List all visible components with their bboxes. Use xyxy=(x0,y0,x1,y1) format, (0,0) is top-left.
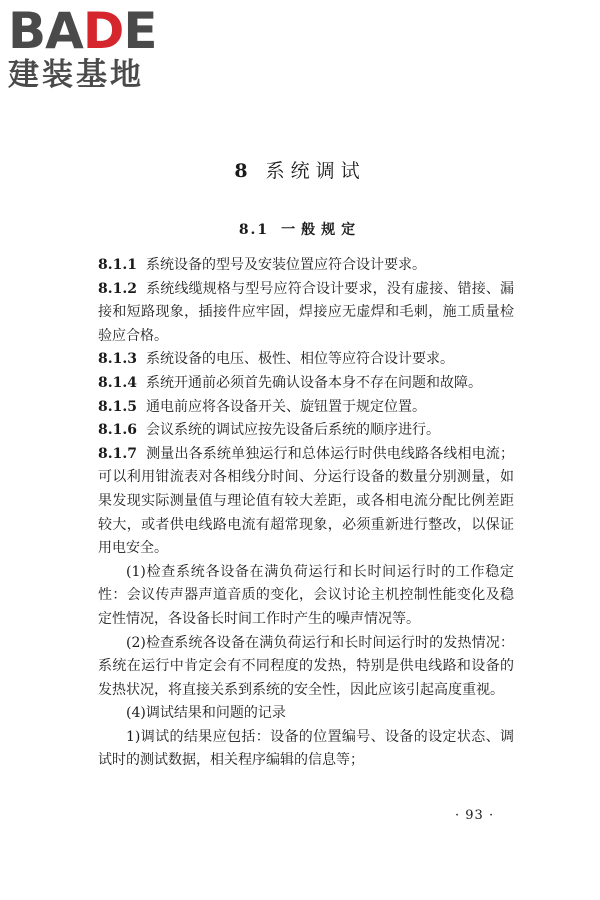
clause-number: 8.1.7 xyxy=(98,445,137,462)
clause xyxy=(98,372,514,396)
clause-text: 测量出各系统单独运行和总体运行时供电线路各线相电流；可以利用钳流表对各相线分时间、分运行设备的数量分别测量，如果发现实际测量值与理论值有较大差距，或各相电流分配比例差距较大，或者供电线路电流有超常现象，必须重新进行整改，以保证用电安全。 xyxy=(98,445,514,557)
clause xyxy=(98,348,514,372)
chapter-title xyxy=(0,156,600,183)
logo xyxy=(8,2,178,98)
body-content xyxy=(98,254,514,773)
paragraph: (2)检查系统各设备在满负荷运行和长时间运行时的发热情况：系统在运行中肯定会有不同程度的发热，特别是供电线路和设备的发热状况，将直接关系到系统的安全性，因此应该引起高度重视。 xyxy=(98,634,514,698)
clause xyxy=(98,254,514,278)
clause-number: 8.1.4 xyxy=(98,374,137,391)
clause xyxy=(98,396,514,420)
clause-text: 系统设备的电压、极性、相位等应符合设计要求。 xyxy=(146,351,454,368)
section-number: 8.1 xyxy=(238,222,270,238)
clause-number: 8.1.6 xyxy=(98,422,137,439)
clause-text: 会议系统的调试应按先设备后系统的顺序进行。 xyxy=(146,422,440,439)
paragraph: (4)调试结果和问题的记录 xyxy=(126,705,286,722)
section-name: 一般规定 xyxy=(281,222,362,238)
clause-text: 系统设备的型号及安装位置应符合设计要求。 xyxy=(146,257,426,273)
clause xyxy=(98,443,514,561)
clause-text: 通电前应将各设备开关、旋钮置于规定位置。 xyxy=(146,398,426,415)
chapter-number: 8 xyxy=(234,160,250,182)
clause-text: 系统线缆规格与型号应符合设计要求，没有虚接、错接、漏接和短路现象，插接件应牢固，焊接应无虚焊和毛刺，施工质量检验应合格。 xyxy=(98,280,514,344)
chapter-name: 系统调试 xyxy=(265,160,366,182)
page-number: · 93 · xyxy=(455,808,495,823)
logo-subtitle: 建装基地 xyxy=(8,57,144,93)
clause-number: 8.1.1 xyxy=(98,257,137,273)
clause-number: 8.1.3 xyxy=(98,351,137,368)
clause xyxy=(98,278,514,349)
paragraph: (1)检查系统各设备在满负荷运行和长时间运行时的工作稳定性：会议传声器声道音质的变化，会议讨论主机控制性能变化及稳定性情况，各设备长时间工作时产生的噪声情况等。 xyxy=(98,563,514,627)
clause-text: 系统开通前必须首先确认设备本身不存在问题和故障。 xyxy=(146,374,482,391)
section-title xyxy=(0,219,600,239)
clause-number: 8.1.2 xyxy=(98,280,137,297)
clause xyxy=(98,419,514,443)
logo-wordmark: BADE xyxy=(8,2,157,60)
paragraph: 1)调试的结果应包括：设备的位置编号、设备的设定状态、调试时的测试数据，相关程序编辑的信息等； xyxy=(98,728,514,769)
clause-number: 8.1.5 xyxy=(98,398,137,415)
